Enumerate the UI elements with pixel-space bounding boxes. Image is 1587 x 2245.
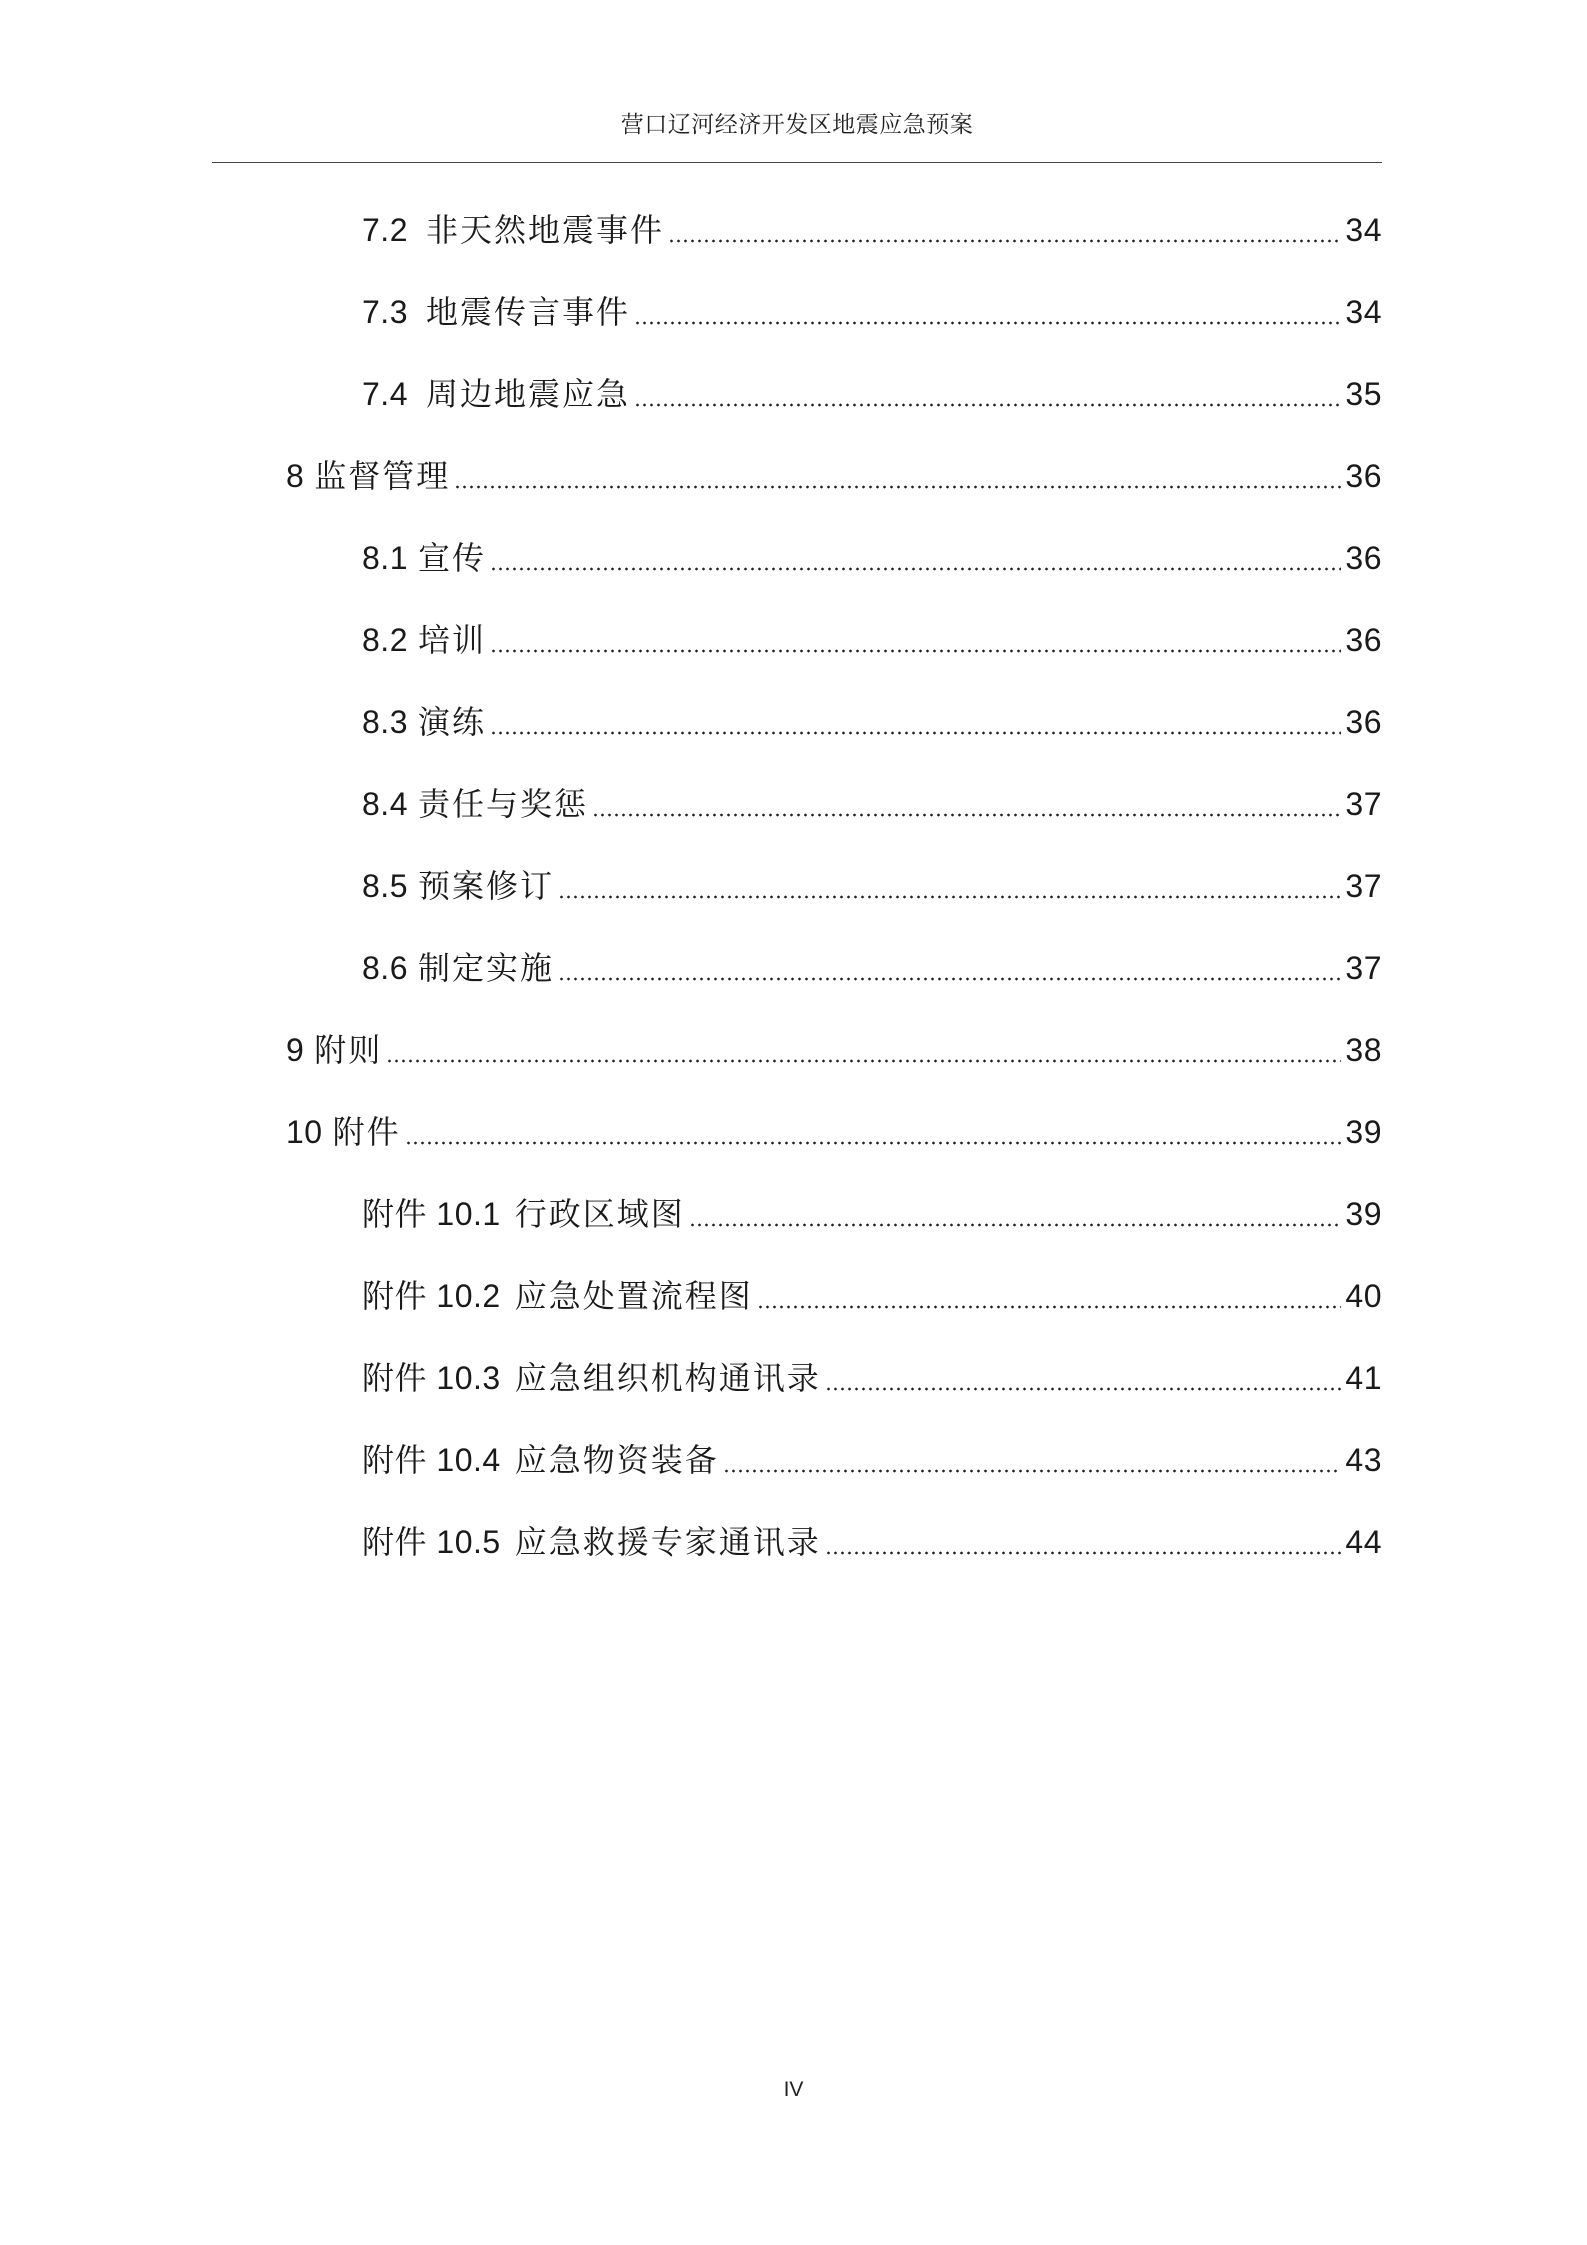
toc-entry-10-5[interactable] xyxy=(362,1514,1382,1570)
toc-dot-leader xyxy=(490,648,1341,654)
toc-dot-leader xyxy=(723,1468,1342,1474)
toc-entry-8-4[interactable] xyxy=(362,776,1382,832)
toc-entry-8-2[interactable] xyxy=(362,612,1382,668)
toc-entry-title: 附件 xyxy=(332,1113,401,1151)
toc-entry-number: 8.4 xyxy=(362,786,408,822)
toc-dot-leader xyxy=(634,320,1341,326)
toc-dot-leader xyxy=(689,1222,1342,1228)
toc-entry-page: 37 xyxy=(1345,786,1382,822)
toc-entry-page: 36 xyxy=(1345,458,1382,494)
toc-entry-page: 36 xyxy=(1345,540,1382,576)
toc-entry-title: 周边地震应急 xyxy=(425,375,630,413)
toc-entry-page: 43 xyxy=(1345,1442,1382,1478)
toc-entry-number: 附件 10.3 xyxy=(362,1360,501,1396)
toc-entry-number: 8.3 xyxy=(362,704,408,740)
toc-dot-leader xyxy=(825,1386,1342,1392)
toc-entry-page: 36 xyxy=(1345,704,1382,740)
toc-entry-number: 附件 10.5 xyxy=(362,1524,501,1560)
toc-entry-8-6[interactable] xyxy=(362,940,1382,996)
toc-entry-10[interactable] xyxy=(286,1104,1382,1160)
toc-entry-10-1[interactable] xyxy=(362,1186,1382,1242)
toc-entry-page: 37 xyxy=(1345,868,1382,904)
toc-entry-7-2[interactable] xyxy=(362,202,1382,258)
toc-entry-8-5[interactable] xyxy=(362,858,1382,914)
toc-entry-number: 附件 10.2 xyxy=(362,1278,501,1314)
toc-entry-number: 9 xyxy=(286,1032,305,1068)
toc-dot-leader xyxy=(490,566,1341,572)
toc-entry-page: 34 xyxy=(1345,212,1382,248)
toc-entry-title: 制定实施 xyxy=(417,949,554,987)
toc-entry-page: 40 xyxy=(1345,1278,1382,1314)
toc-entry-page: 34 xyxy=(1345,294,1382,330)
toc-entry-number: 附件 10.1 xyxy=(362,1196,501,1232)
toc-dot-leader xyxy=(558,976,1341,982)
toc-entry-title: 应急处置流程图 xyxy=(514,1277,753,1315)
toc-entry-title: 演练 xyxy=(417,703,486,741)
toc-dot-leader xyxy=(405,1140,1342,1146)
toc-entry-page: 41 xyxy=(1345,1360,1382,1396)
toc-dot-leader xyxy=(825,1550,1342,1556)
toc-entry-title: 应急组织机构通讯录 xyxy=(514,1359,821,1397)
toc-entry-7-3[interactable] xyxy=(362,284,1382,340)
toc-entry-title: 行政区域图 xyxy=(514,1195,685,1233)
toc-entry-page: 36 xyxy=(1345,622,1382,658)
toc-entry-title: 责任与奖惩 xyxy=(417,785,588,823)
toc-dot-leader xyxy=(558,894,1341,900)
toc-dot-leader xyxy=(592,812,1341,818)
toc-entry-10-4[interactable] xyxy=(362,1432,1382,1488)
toc-entry-title: 培训 xyxy=(417,621,486,659)
toc-entry-number: 8.2 xyxy=(362,622,408,658)
toc-entry-page: 35 xyxy=(1345,376,1382,412)
toc-entry-number: 7.3 xyxy=(362,294,408,330)
toc-entry-8-1[interactable] xyxy=(362,530,1382,586)
toc-entry-number: 8.5 xyxy=(362,868,408,904)
toc-dot-leader xyxy=(386,1058,1341,1064)
toc-entry-title: 附则 xyxy=(314,1031,383,1069)
page-header: 营口辽河经济开发区地震应急预案 xyxy=(620,112,974,138)
toc-entry-10-2[interactable] xyxy=(362,1268,1382,1324)
toc-entry-9[interactable] xyxy=(286,1022,1382,1078)
toc-entry-page: 44 xyxy=(1345,1524,1382,1560)
toc-entry-number: 8 xyxy=(286,458,305,494)
toc-entry-number: 7.2 xyxy=(362,212,408,248)
toc-dot-leader xyxy=(668,238,1341,244)
toc-dot-leader xyxy=(757,1304,1342,1310)
toc-entry-page: 39 xyxy=(1345,1114,1382,1150)
toc-entry-title: 宣传 xyxy=(417,539,486,577)
toc-entry-number: 10 xyxy=(286,1114,323,1150)
toc-entry-number: 8.1 xyxy=(362,540,408,576)
toc-entry-title: 地震传言事件 xyxy=(425,293,630,331)
toc-entry-number: 附件 10.4 xyxy=(362,1442,501,1478)
toc-entry-10-3[interactable] xyxy=(362,1350,1382,1406)
toc-entry-page: 38 xyxy=(1345,1032,1382,1068)
toc-dot-leader xyxy=(634,402,1341,408)
toc-entry-page: 37 xyxy=(1345,950,1382,986)
toc-entry-title: 应急物资装备 xyxy=(514,1441,719,1479)
toc-entry-title: 预案修订 xyxy=(417,867,554,905)
toc-entry-title: 监督管理 xyxy=(314,457,451,495)
toc-entry-title: 非天然地震事件 xyxy=(425,211,664,249)
toc-entry-number: 8.6 xyxy=(362,950,408,986)
toc-entry-number: 7.4 xyxy=(362,376,408,412)
toc-entry-8[interactable] xyxy=(286,448,1382,504)
toc-entry-8-3[interactable] xyxy=(362,694,1382,750)
toc-entry-page: 39 xyxy=(1345,1196,1382,1232)
toc-entry-title: 应急救援专家通讯录 xyxy=(514,1523,821,1561)
page-number: IV xyxy=(783,2078,804,2101)
toc-dot-leader xyxy=(454,484,1341,490)
toc-entry-7-4[interactable] xyxy=(362,366,1382,422)
toc-dot-leader xyxy=(490,730,1341,736)
